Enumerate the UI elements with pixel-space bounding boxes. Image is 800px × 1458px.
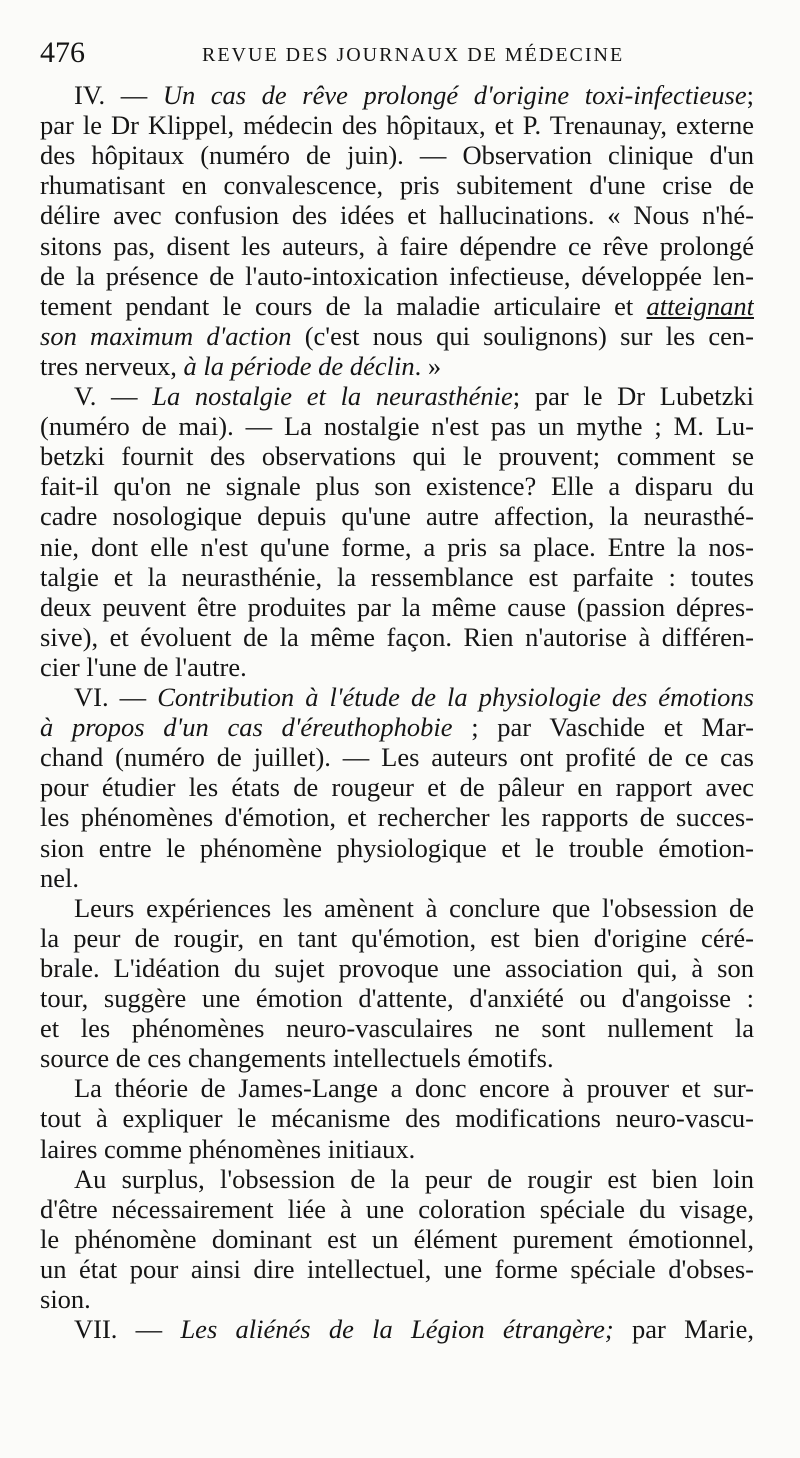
italic-text: son maximum d'action <box>40 320 292 351</box>
text-line <box>40 772 754 802</box>
text-line <box>40 953 754 983</box>
text-segment: pour étudier les états de rougeur et de pâleur en rapport avec <box>40 772 754 803</box>
text-line <box>40 802 754 832</box>
text-segment: sion. <box>40 1284 91 1314</box>
text-segment: sion entre le phénomène physiologique et le trouble émotion- <box>40 832 754 863</box>
text-segment: . » <box>414 350 442 381</box>
text-segment: La théorie de James-Lange a donc encore à prouver et sur- <box>74 1073 754 1104</box>
text-line <box>40 261 754 291</box>
text-line <box>40 1043 754 1073</box>
text-line <box>40 532 754 562</box>
text-line <box>40 170 754 200</box>
italic-text: Contribution à l'étude de la physiologie des émotions <box>157 682 754 712</box>
text-segment: par Marie, <box>613 1314 754 1345</box>
text-segment: deux peuvent être produites par la même cause (passion dépres- <box>40 591 754 622</box>
text-segment: sitons pas, disent les auteurs, à faire dépendre ce rêve prolongé <box>40 230 754 261</box>
text-segment: VI. — <box>74 682 158 712</box>
text-line <box>40 140 754 170</box>
text-segment: VII. — <box>74 1314 181 1345</box>
text-line <box>74 1073 754 1103</box>
text-segment: nel. <box>40 862 79 893</box>
text-line <box>40 712 754 742</box>
text-segment: chand (numéro de juillet). — Les auteurs ont profité de ce cas <box>40 742 754 773</box>
text-line <box>40 110 754 140</box>
italic-text: Les aliénés de la Légion étrangère; <box>180 1314 614 1345</box>
text-segment: (numéro de mai). — La nostalgie n'est pas un mythe ; M. Lu- <box>40 411 754 442</box>
text-segment: tout à expliquer le mécanisme des modifications neuro-vascu- <box>40 1103 754 1134</box>
text-line <box>40 200 754 230</box>
text-line <box>40 351 754 381</box>
text-line <box>40 231 754 261</box>
text-line <box>74 1164 754 1194</box>
text-segment: Leurs expériences les amènent à conclure que l'obsession de <box>74 892 754 923</box>
italic-text: à propos d'un cas d'éreuthophobie <box>40 712 453 743</box>
text-line <box>40 833 754 863</box>
text-segment: source de ces changements intellectuels émotifs. <box>40 1043 554 1074</box>
text-line <box>40 291 754 321</box>
text-segment: rhumatisant en convalescence, pris subitement d'une crise de <box>40 170 754 201</box>
page-number: 476 <box>40 36 85 69</box>
text-line <box>74 1314 754 1344</box>
text-segment: cadre nosologique depuis qu'une autre affection, la neurasthé- <box>40 501 754 532</box>
text-segment: cier l'une de l'autre. <box>40 651 247 682</box>
text-line <box>40 622 754 652</box>
text-line <box>74 893 754 923</box>
italic-text: atteignant <box>646 290 754 321</box>
text-segment: délire avec confusion des idées et hallucinations. « Nous n'hé- <box>40 200 754 231</box>
text-line <box>40 1013 754 1043</box>
text-segment: un état pour ainsi dire intellectuel, une forme spéciale d'obses- <box>40 1253 754 1284</box>
running-title: REVUE DES JOURNAUX DE MÉDECINE <box>202 44 625 66</box>
text-segment: le phénomène dominant est un élément purement émotionnel, <box>40 1223 754 1254</box>
text-segment: les phénomènes d'émotion, et rechercher les rapports de succes- <box>40 802 754 833</box>
text-segment: talgie et la neurasthénie, la ressemblance est parfaite : toutes <box>40 561 754 592</box>
text-line <box>40 1284 754 1314</box>
page-header <box>40 36 752 70</box>
text-segment: laires comme phénomènes initiaux. <box>40 1133 416 1164</box>
text-line <box>40 983 754 1013</box>
text-line <box>40 742 754 772</box>
text-line <box>40 411 754 441</box>
text-segment: de la présence de l'auto-intoxication infectieuse, développée len- <box>40 260 754 291</box>
text-line <box>40 1254 754 1284</box>
text-line <box>40 923 754 953</box>
text-line <box>74 80 754 110</box>
text-segment: ; <box>746 80 754 110</box>
text-line <box>40 863 754 893</box>
text-line <box>40 562 754 592</box>
text-line <box>40 592 754 622</box>
text-line <box>40 441 754 471</box>
text-segment: brale. L'idéation du sujet provoque une association qui, à son <box>40 952 754 983</box>
text-segment: tement pendant le cours de la maladie articulaire et <box>40 290 647 321</box>
text-segment: betzki fournit des observations qui le prouvent; comment se <box>40 441 754 472</box>
text-segment: ; par Vaschide et Mar- <box>452 712 754 743</box>
italic-text: La nostalgie et la neurasthénie <box>152 381 513 411</box>
text-segment: (c'est nous qui soulignons) sur les cen- <box>291 320 754 351</box>
text-line <box>40 1103 754 1133</box>
text-segment: V. — <box>74 381 153 411</box>
italic-text: à la période de déclin <box>183 350 415 381</box>
text-line <box>40 321 754 351</box>
italic-text: Un cas de rêve prolongé d'origine toxi-infectieuse <box>162 80 747 110</box>
text-line <box>40 652 754 682</box>
text-segment: Au surplus, l'obsession de la peur de rougir est bien loin <box>74 1163 754 1194</box>
text-segment: sive), et évoluent de la même façon. Rien n'autorise à différen- <box>40 621 754 652</box>
text-line <box>40 501 754 531</box>
text-line <box>40 1194 754 1224</box>
text-segment: tour, suggère une émotion d'attente, d'anxiété ou d'angoisse : <box>40 983 754 1013</box>
text-segment: tres nerveux, <box>40 350 184 381</box>
text-line <box>74 682 754 712</box>
text-line <box>40 1134 754 1164</box>
text-segment: nie, dont elle n'est qu'une forme, a pris sa place. Entre la nos- <box>40 531 754 562</box>
text-line <box>40 1224 754 1254</box>
text-segment: par le Dr Klippel, médecin des hôpitaux, et P. Trenaunay, externe <box>40 110 754 141</box>
text-segment: des hôpitaux (numéro de juin). — Observation clinique d'un <box>40 140 754 171</box>
text-segment: fait-il qu'on ne signale plus son existence? Elle a disparu du <box>40 471 754 502</box>
text-segment: la peur de rougir, en tant qu'émotion, est bien d'origine céré- <box>40 922 754 953</box>
text-line <box>74 381 754 411</box>
text-segment: d'être nécessairement liée à une coloration spéciale du visage, <box>40 1193 754 1224</box>
text-segment: et les phénomènes neuro-vasculaires ne sont nullement la <box>40 1013 754 1044</box>
text-segment: IV. — <box>74 80 163 110</box>
text-segment: ; par le Dr Lubetzki <box>512 381 754 411</box>
text-line <box>40 471 754 501</box>
